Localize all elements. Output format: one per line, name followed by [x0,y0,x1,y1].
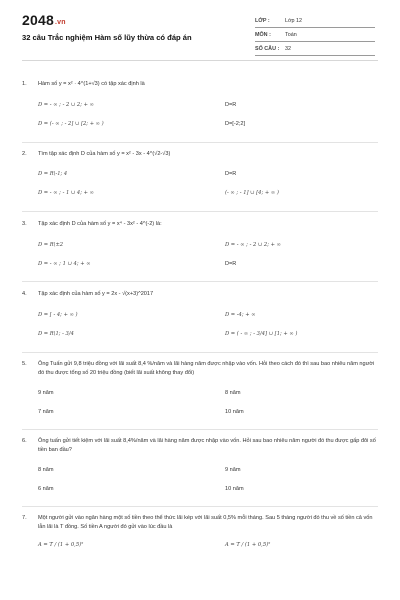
info-label: MÔN : [255,31,271,38]
info-value: 32 [285,45,291,52]
question-5 [0,353,400,422]
answer-option[interactable]: D = R\-1; 4 [38,171,68,177]
question-4 [0,282,400,344]
info-value: Lớp 12 [285,17,303,24]
question-2 [0,143,400,203]
header-divider [22,60,378,61]
answer-option[interactable]: D = [ - 4; + ∞ ) [38,312,78,318]
answer-option[interactable]: D=R [225,102,237,108]
document-header [0,0,400,62]
question-number: 3. [22,221,27,227]
answer-option[interactable]: 10 năm [225,486,244,492]
answer-option[interactable]: 9 năm [225,467,241,473]
question-text: Tập xác định của hàm số y = 2x - √(x+3)^2017 [38,291,154,297]
question-3 [0,212,400,274]
answer-option[interactable]: (- ∞ ; - 1] ∪ [4; + ∞ ) [225,190,279,196]
answer-option[interactable]: D = R\1; - 3/4 [38,331,74,337]
answer-option[interactable]: D = (- ∞ ; - 2] ∪ [2; + ∞ ) [38,121,104,127]
info-label: LỚP : [255,17,270,24]
answer-option[interactable]: D = - ∞ ; 1 ∪ 4; + ∞ [38,261,91,267]
answer-option[interactable]: 10 năm [225,409,244,415]
info-table [255,14,375,56]
question-text: Ông tuấn gửi tiết kiệm với lãi suất 8,4%/năm và lãi hàng năm được nhập vào vốn. Hỏi sau bao nhiêu năm người đó thu được gấp đôi số tiền ban đầu? [38,438,376,453]
answer-option[interactable]: A = T / (1 + 0,5)⁵ [38,542,84,548]
answer-option[interactable]: D = - ∞ ; - 2 ∪ 2; + ∞ [38,102,94,108]
info-row-count [255,42,375,56]
question-number: 5. [22,361,27,367]
question-text: Một người gửi vào ngân hàng một số tiền theo thể thức lãi kép với lãi suất 0,5% mỗi tháng. Sau 5 tháng người đó thu về số tiền cả vốn lẫn lãi là T đồng. Số tiền A người đó gửi vào lúc đầu là [38,515,373,530]
question-number: 6. [22,438,27,444]
question-text: Tìm tập xác định D của hàm số y = x² - 3x - 4^(√2-√3) [38,151,171,157]
answer-option[interactable]: D = - ∞ ; - 2 ∪ 2; + ∞ [225,242,281,248]
answer-option[interactable]: 8 năm [225,390,241,396]
answer-option[interactable]: 9 năm [38,390,54,396]
answer-option[interactable]: D = -4; + ∞ [225,312,256,318]
question-number: 2. [22,151,27,157]
question-text: Ông Tuấn gửi 9,8 triệu đồng với lãi suất 8,4 %/năm và lãi hàng năm được nhập vào vốn. Hỏi theo cách đó thì sau bao nhiêu năm người đó thu được tổng số 20 triệu đồng (biết lãi suất không thay đổi) [38,361,375,376]
site-logo[interactable]: 2048.vn [22,12,66,28]
answer-option[interactable]: D = R\±2 [38,242,64,248]
answer-option[interactable]: D = - ∞ ; - 1 ∪ 4; + ∞ [38,190,94,196]
answer-option[interactable]: 8 năm [38,467,54,473]
question-number: 7. [22,515,27,521]
answer-option[interactable]: A = T / (1 + 0,5)⁵ [225,542,271,548]
info-label: SỐ CÂU : [255,45,280,52]
question-number: 4. [22,291,27,297]
answer-option[interactable]: 7 năm [38,409,54,415]
info-row-class [255,14,375,28]
question-number: 1. [22,81,27,87]
info-row-subject [255,28,375,42]
question-list [0,62,400,555]
question-7 [0,507,400,555]
answer-option[interactable]: D=[-2;2] [225,121,246,127]
answer-option[interactable]: D=R [225,261,237,267]
question-text: Tập xác định D của hàm số y = x⁴ - 3x² - 4^(-2) là: [38,221,162,227]
answer-option[interactable]: D = ( - ∞ ; - 3/4] ∪ [1; + ∞ ) [225,331,298,337]
question-1 [0,62,400,134]
answer-option[interactable]: 6 năm [38,486,54,492]
question-6 [0,430,400,499]
question-text: Hàm số y = x² · 4^(1+√3) có tập xác định là [38,81,145,87]
info-value: Toán [285,31,297,38]
document-title: 32 câu Trắc nghiệm Hàm số lũy thừa có đáp án [22,33,192,42]
answer-option[interactable]: D=R [225,171,237,177]
